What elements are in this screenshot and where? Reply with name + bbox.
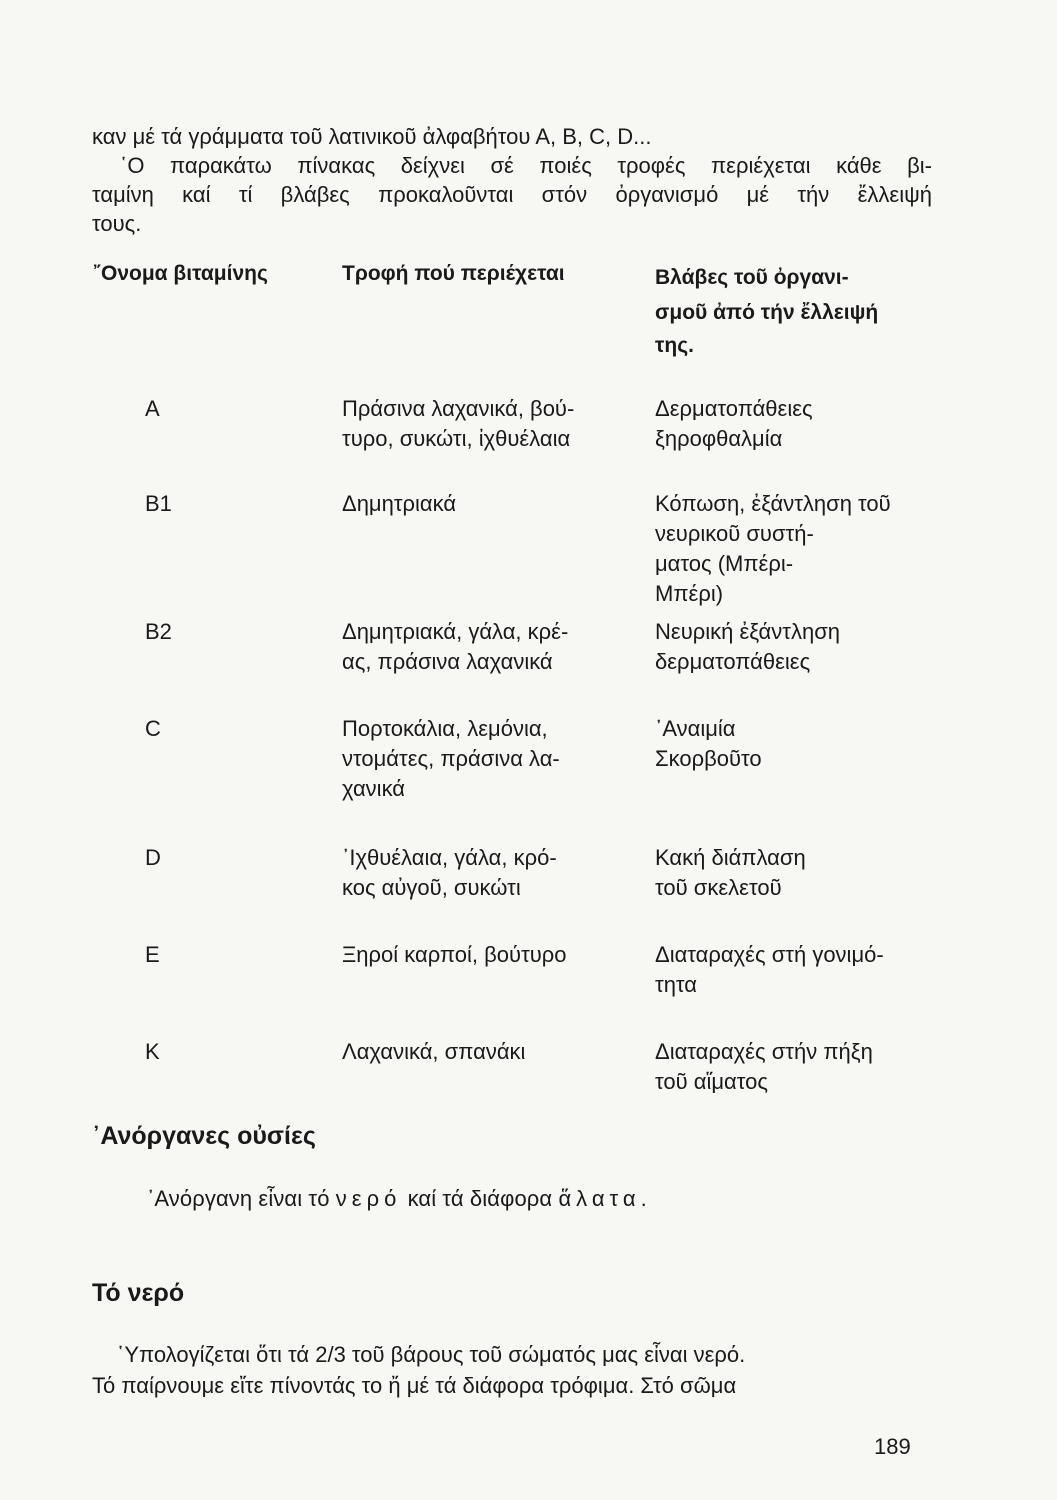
damage-line: τοῦ σκελετοῦ — [655, 875, 782, 900]
vitamin-damage — [655, 843, 945, 903]
vitamin-name: K — [145, 1039, 160, 1064]
food-line: Δημητριακά, γάλα, κρέ- — [342, 619, 569, 644]
food-line: τυρο, συκώτι, ἰχθυέλαια — [342, 426, 571, 451]
emphasized-word: ἅλατα — [558, 1186, 641, 1211]
vitamin-damage — [655, 617, 945, 677]
header-damage-line: Βλάβες τοῦ ὀργανι- — [655, 266, 849, 289]
food-line: Δημητριακά — [342, 491, 457, 516]
damage-line: ᾿Αναιμία — [655, 716, 736, 741]
damage-line: Κακή διάπλαση — [655, 845, 806, 870]
vitamin-damage — [655, 1037, 945, 1097]
damage-line: τοῦ αἵματος — [655, 1069, 768, 1094]
damage-line: Διαταραχές στήν πήξη — [655, 1039, 873, 1064]
damage-line: Δερματοπάθειες — [655, 396, 813, 421]
text-segment: ᾿Ανόργανη εἶναι τό — [147, 1186, 330, 1211]
vitamin-food — [342, 489, 627, 519]
vitamin-name: C — [145, 716, 161, 741]
damage-line: ξηροφθαλμία — [655, 426, 783, 451]
vitamin-food — [342, 1037, 627, 1067]
text-segment: καί τά διάφορα — [407, 1186, 553, 1211]
emphasized-word: νερό — [335, 1186, 402, 1211]
section-heading-water: Τό νερό — [92, 1279, 185, 1307]
damage-line: Διαταραχές στή γονιμό- — [655, 942, 884, 967]
intro-line: καν μέ τά γράμματα τοῦ λατινικοῦ ἀλφαβήτου Α, Β, C, D... — [92, 124, 652, 149]
vitamin-damage — [655, 714, 945, 774]
food-line: ᾿Ιχθυέλαια, γάλα, κρό- — [342, 845, 557, 870]
damage-line: ματος (Μπέρι- — [655, 551, 794, 576]
vitamin-food — [342, 843, 627, 903]
header-damage-line: σμοῦ ἀπό τήν ἔλλειψή — [655, 301, 879, 324]
intro-line: ταμίνη καί τί βλάβες προκαλοῦνται στόν ὀργανισμό μέ τήν ἔλλειψή — [92, 182, 932, 207]
text-segment: . — [640, 1186, 647, 1211]
damage-line: Κόπωση, ἐξάντληση τοῦ — [655, 491, 891, 516]
intro-line: ῾Ο παρακάτω πίνακας δείχνει σέ ποιές τροφές περιέχεται κάθε βι- — [120, 153, 932, 178]
page-number: 189 — [874, 1434, 911, 1459]
vitamin-name: E — [145, 942, 160, 967]
inorganic-sentence — [147, 1184, 647, 1214]
vitamin-damage — [655, 394, 945, 454]
header-food: Τροφή πού περιέχεται — [342, 262, 565, 285]
vitamin-food — [342, 394, 627, 454]
food-line: ας, πράσινα λαχανικά — [342, 649, 553, 674]
vitamin-food — [342, 714, 627, 804]
vitamin-damage — [655, 940, 945, 1000]
damage-line: Νευρική ἐξάντληση — [655, 619, 841, 644]
food-line: Λαχανικά, σπανάκι — [342, 1039, 526, 1064]
food-line: Πράσινα λαχανικά, βού- — [342, 396, 575, 421]
intro-paragraph — [92, 122, 932, 238]
vitamin-food — [342, 617, 627, 677]
food-line: Ξηροί καρποί, βούτυρο — [342, 942, 567, 967]
header-vitamin-name: ῎Ονομα βιταμίνης — [94, 262, 268, 285]
damage-line: τητα — [655, 972, 698, 997]
damage-line: Σκορβοῦτο — [655, 746, 762, 771]
vitamin-damage — [655, 489, 945, 609]
water-line: ῾Υπολογίζεται ὅτι τά 2/3 τοῦ βάρους τοῦ σώματός μας εἶναι νερό. — [117, 1342, 746, 1367]
damage-line: νευρικοῦ συστή- — [655, 521, 814, 546]
intro-line: τους. — [92, 211, 142, 236]
vitamin-food — [342, 940, 627, 970]
food-line: Πορτοκάλια, λεμόνια, — [342, 716, 548, 741]
vitamin-name: D — [145, 845, 161, 870]
damage-line: Μπέρι) — [655, 581, 724, 606]
water-paragraph — [92, 1339, 932, 1401]
vitamin-name: A — [145, 396, 160, 421]
section-heading-inorganic: ᾿Ανόργανες οὐσίες — [92, 1122, 316, 1150]
header-damage-line: της. — [655, 334, 694, 357]
food-line: κος αὐγοῦ, συκώτι — [342, 875, 521, 900]
vitamin-name: B1 — [145, 491, 172, 516]
food-line: χανικά — [342, 776, 406, 801]
vitamin-name: B2 — [145, 619, 172, 644]
food-line: ντομάτες, πράσινα λα- — [342, 746, 560, 771]
damage-line: δερματοπάθειες — [655, 649, 811, 674]
water-line: Τό παίρνουμε εἴτε πίνοντάς το ἤ μέ τά διάφορα τρόφιμα. Στό σῶμα — [92, 1373, 737, 1398]
